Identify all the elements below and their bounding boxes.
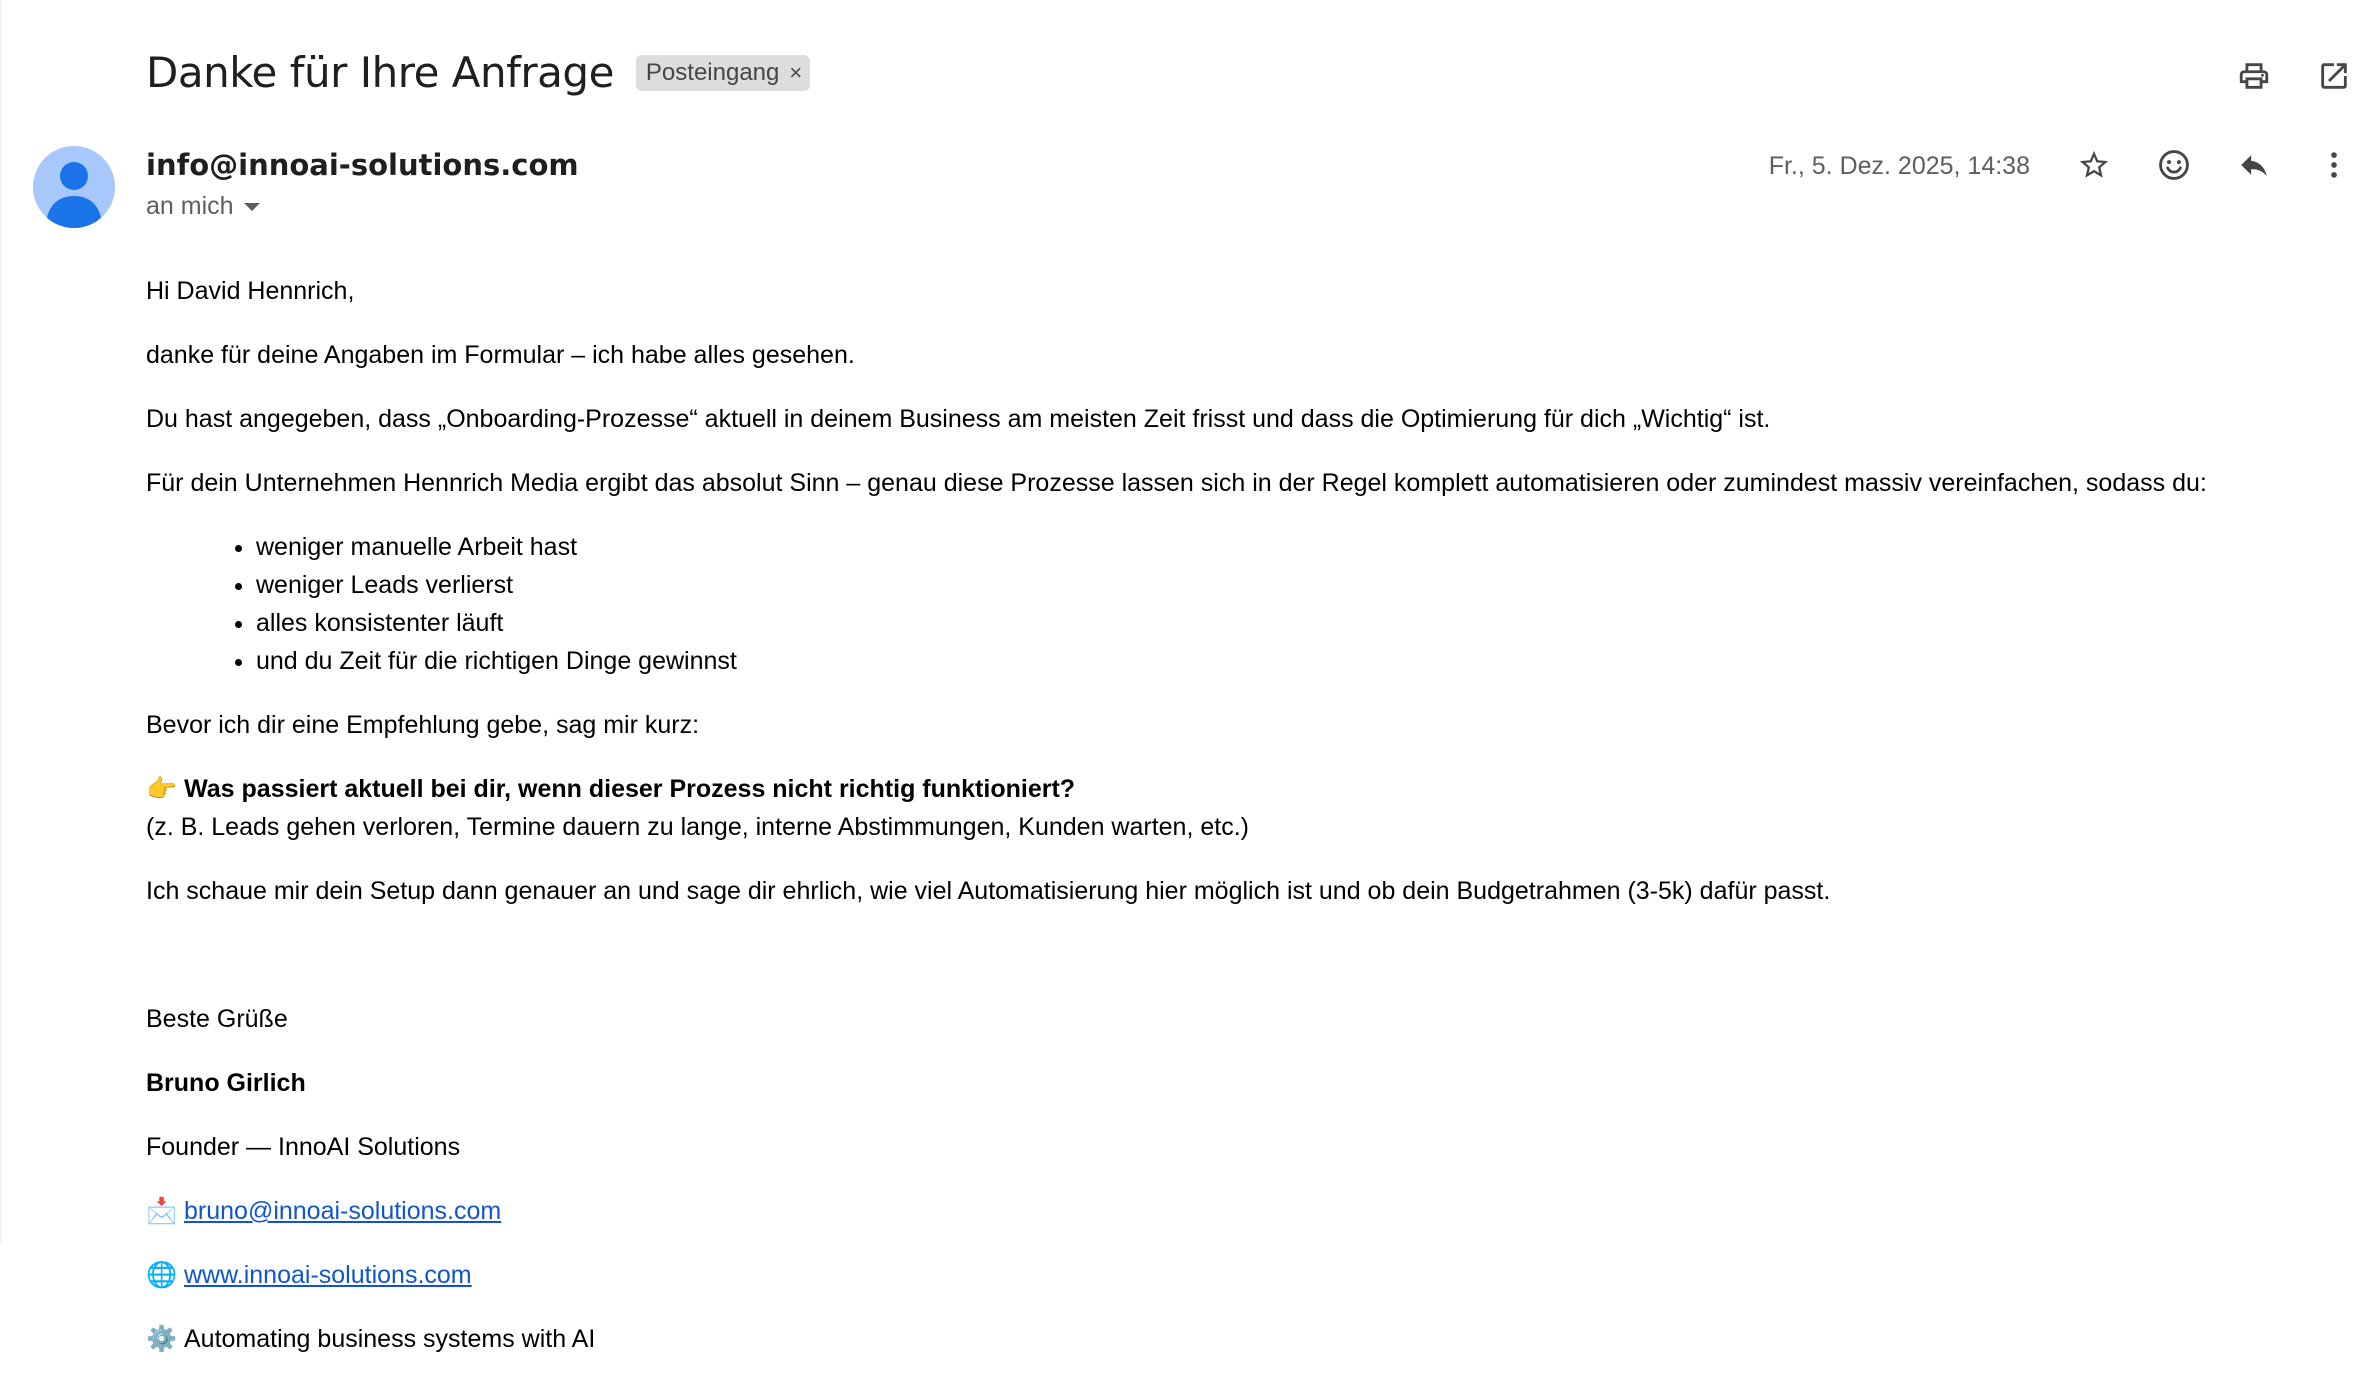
print-icon (2237, 59, 2271, 93)
more-options-button[interactable] (2314, 145, 2354, 185)
email-body (146, 272, 2346, 1384)
reply-button[interactable] (2234, 145, 2274, 185)
star-icon (2077, 148, 2111, 182)
sender-avatar[interactable] (33, 146, 115, 228)
question-text: Was passiert aktuell bei dir, wenn dieser Prozess nicht richtig funktioniert? (184, 775, 1076, 803)
globe-icon: 🌐 (146, 1261, 178, 1289)
open-in-new-window-icon (2317, 59, 2351, 93)
message-date: Fr., 5. Dez. 2025, 14:38 (1768, 152, 2030, 180)
print-button[interactable] (2234, 56, 2274, 96)
body-paragraph-2: Du hast angegeben, dass „Onboarding-Prozesse“ aktuell in deinem Business am meisten Zeit frisst und dass die Optimierung für dich „Wichtig“ ist. (146, 405, 1771, 433)
signature-email-link[interactable]: bruno@innoai-solutions.com (184, 1197, 502, 1225)
list-item: • weniger Leads verlierst (256, 566, 2346, 604)
signature-email-line (146, 1192, 2346, 1230)
body-paragraph-4: Bevor ich dir eine Empfehlung gebe, sag mir kurz: (146, 711, 700, 739)
remove-label-icon[interactable]: × (789, 59, 803, 85)
list-item: • und du Zeit für die richtigen Dinge gewinnst (256, 642, 2346, 680)
subject-row (146, 48, 810, 97)
signature-web-line (146, 1256, 2346, 1294)
signature-title: Founder — InnoAI Solutions (146, 1133, 461, 1161)
open-new-window-button[interactable] (2314, 56, 2354, 96)
gear-icon: ⚙️ (146, 1325, 178, 1353)
email-subject: Danke für Ihre Anfrage (146, 48, 614, 97)
signature-name: Bruno Girlich (146, 1069, 306, 1097)
body-paragraph-5: Ich schaue mir dein Setup dann genauer an und sage dir ehrlich, wie viel Automatisierung hier möglich ist und ob dein Budgetrahmen (3-5k) dafür passt. (146, 877, 1831, 905)
message-actions (2074, 145, 2354, 185)
chevron-down-icon[interactable] (244, 203, 260, 211)
reply-icon (2237, 148, 2271, 182)
recipient-text: an mich (146, 192, 234, 220)
person-icon (33, 146, 115, 228)
signature-tagline: Automating business systems with AI (184, 1325, 596, 1353)
thread-actions (2234, 56, 2354, 96)
signature (146, 1000, 2346, 1358)
pointing-hand-icon: 👉 (146, 775, 178, 803)
envelope-icon: 📩 (146, 1197, 178, 1225)
label-chip-text: Posteingang (645, 58, 780, 86)
left-divider (0, 0, 2, 1245)
question-block (146, 770, 2346, 846)
more-vert-icon (2317, 148, 2351, 182)
add-reaction-button[interactable] (2154, 145, 2194, 185)
emoji-smile-icon (2157, 148, 2191, 182)
question-hint: (z. B. Leads gehen verloren, Termine dauern zu lange, interne Abstimmungen, Kunden warten, etc.) (146, 813, 1249, 841)
signature-closing: Beste Grüße (146, 1005, 288, 1033)
list-item: • alles konsistenter läuft (256, 604, 2346, 642)
recipient-line[interactable] (146, 192, 260, 221)
body-paragraph-1: danke für deine Angaben im Formular – ich habe alles gesehen. (146, 341, 855, 369)
signature-tagline-line (146, 1320, 2346, 1358)
list-item: • weniger manuelle Arbeit hast (256, 528, 2346, 566)
signature-website-link[interactable]: www.innoai-solutions.com (184, 1261, 472, 1289)
sender-email[interactable]: info@innoai-solutions.com (146, 148, 579, 182)
greeting: Hi David Hennrich, (146, 277, 355, 305)
star-button[interactable] (2074, 145, 2114, 185)
body-paragraph-3: Für dein Unternehmen Hennrich Media ergibt das absolut Sinn – genau diese Prozesse lassen sich in der Regel komplett automatisieren oder zumindest massiv vereinfachen, sodass du: (146, 469, 2207, 497)
label-chip-inbox[interactable] (636, 55, 810, 91)
benefits-list (146, 528, 2346, 680)
